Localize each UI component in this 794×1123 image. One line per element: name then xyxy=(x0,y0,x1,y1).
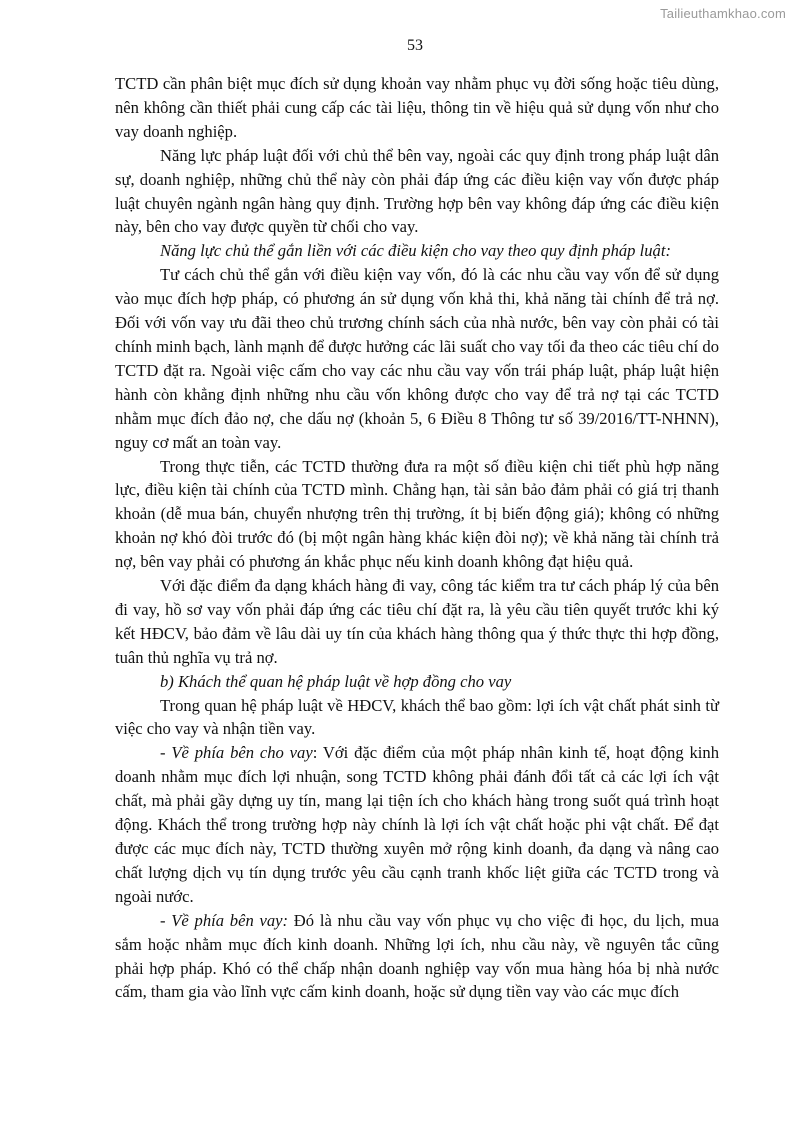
paragraph: Trong quan hệ pháp luật về HĐCV, khách thể bao gồm: lợi ích vật chất phát sinh từ việc cho vay và nhận tiền vay. xyxy=(115,695,719,739)
document-body xyxy=(115,72,719,1004)
lender-label: - Về phía bên cho vay xyxy=(160,743,313,763)
subheading-text: Năng lực chủ thể gắn liền với các điều kiện cho vay theo quy định pháp luật: xyxy=(160,241,671,261)
paragraph-lender xyxy=(115,741,719,908)
borrower-text: Đó là nhu cầu vay vốn phục vụ cho việc đi học, du lịch, mua sắm hoặc nhằm mục đích kinh doanh. Những lợi ích, nhu cầu này, về nguyên tắc cũng phải hợp pháp. Khó có thể chấp nhận doanh nghiệp vay vốn mua hàng hóa bị nhà nước cấm, tham gia vào lĩnh vực cấm kinh doanh, hoặc sử dụng tiền vay vào các mục đích xyxy=(115,910,719,1002)
paragraph: Trong thực tiễn, các TCTD thường đưa ra một số điều kiện chi tiết phù hợp năng lực, điều kiện tài chính của TCTD mình. Chẳng hạn, tài sản bảo đảm phải có giá trị thanh khoản (dễ mua bán, chuyển nhượng trên thị trường, ít bị biến động giá); không có những khoản nợ khó đòi trước đó (bị một ngân hàng khác kiện đòi nợ); về khả năng tài chính trả nợ, bên vay phải có phương án khắc phục nếu kinh doanh không đạt hiệu quả. xyxy=(115,456,719,572)
paragraph: Với đặc điểm đa dạng khách hàng đi vay, công tác kiểm tra tư cách pháp lý của bên đi vay, hồ sơ vay vốn phải đáp ứng các tiêu chí đặt ra, là yêu cầu tiên quyết trước khi ký kết HĐCV, bảo đảm về lâu dài uy tín của khách hàng thông qua ý thức thực thi hợp đồng, tuân thủ nghĩa vụ trả nợ. xyxy=(115,576,719,667)
page-number: 53 xyxy=(407,37,423,54)
section-heading xyxy=(115,670,719,694)
watermark: Tailieuthamkhao.com xyxy=(660,6,786,21)
paragraph: Tư cách chủ thể gắn với điều kiện vay vốn, đó là các nhu cầu vay vốn để sử dụng vào mục đích hợp pháp, có phương án sử dụng vốn khả thi, khả năng tài chính để trả nợ. Đối với vốn vay ưu đãi theo chủ trương chính sách của nhà nước, bên vay còn phải có tài chính minh bạch, lành mạnh để được hưởng các lãi suất cho vay tối đa theo các tiêu chí do TCTD đặt ra. Ngoài việc cấm cho vay các nhu cầu vay vốn trái pháp luật, pháp luật hiện hành còn khẳng định những nhu cầu vốn không được cho vay để trả nợ tại các TCTD nhằm mục đích đảo nợ, che dấu nợ (khoản 5, 6 Điều 8 Thông tư số 39/2016/TT-NHNN), nguy cơ mất an toàn vay. xyxy=(115,265,719,452)
lender-text: : Với đặc điểm của một pháp nhân kinh tế, hoạt động kinh doanh nhằm mục đích lợi nhuận, song TCTD không phải đánh đổi tất cả các lợi ích vật chất, mà phải gầy dựng uy tín, mang lại tiện ích cho khách hàng trong suốt quá trình hoạt động. Khách thể trong trường hợp này chính là lợi ích vật chất hoặc phi vật chất. Để đạt được các mục đích này, TCTD thường xuyên mở rộng kinh doanh, đa dạng và nâng cao chất lượng dịch vụ tín dụng trước yêu cầu cạnh tranh khốc liệt giữa các TCTD trong và ngoài nước. xyxy=(115,743,720,906)
italic-subheading xyxy=(115,239,719,263)
paragraph: Năng lực pháp luật đối với chủ thể bên vay, ngoài các quy định trong pháp luật dân sự, doanh nghiệp, những chủ thể này còn phải đáp ứng các điều kiện vay vốn được pháp luật chuyên ngành ngân hàng quy định. Trường hợp bên vay không đáp ứng các điều kiện này, bên cho vay được quyền từ chối cho vay. xyxy=(115,145,719,237)
paragraph-borrower xyxy=(115,909,719,1005)
paragraph: TCTD cần phân biệt mục đích sử dụng khoản vay nhằm phục vụ đời sống hoặc tiêu dùng, nên không cần thiết phải cung cấp các tài liệu, thông tin về hiệu quả sử dụng vốn như cho vay doanh nghiệp. xyxy=(115,74,719,141)
borrower-label: - Về phía bên vay: xyxy=(160,910,289,930)
section-heading-text: b) Khách thể quan hệ pháp luật về hợp đồng cho vay xyxy=(160,671,512,691)
